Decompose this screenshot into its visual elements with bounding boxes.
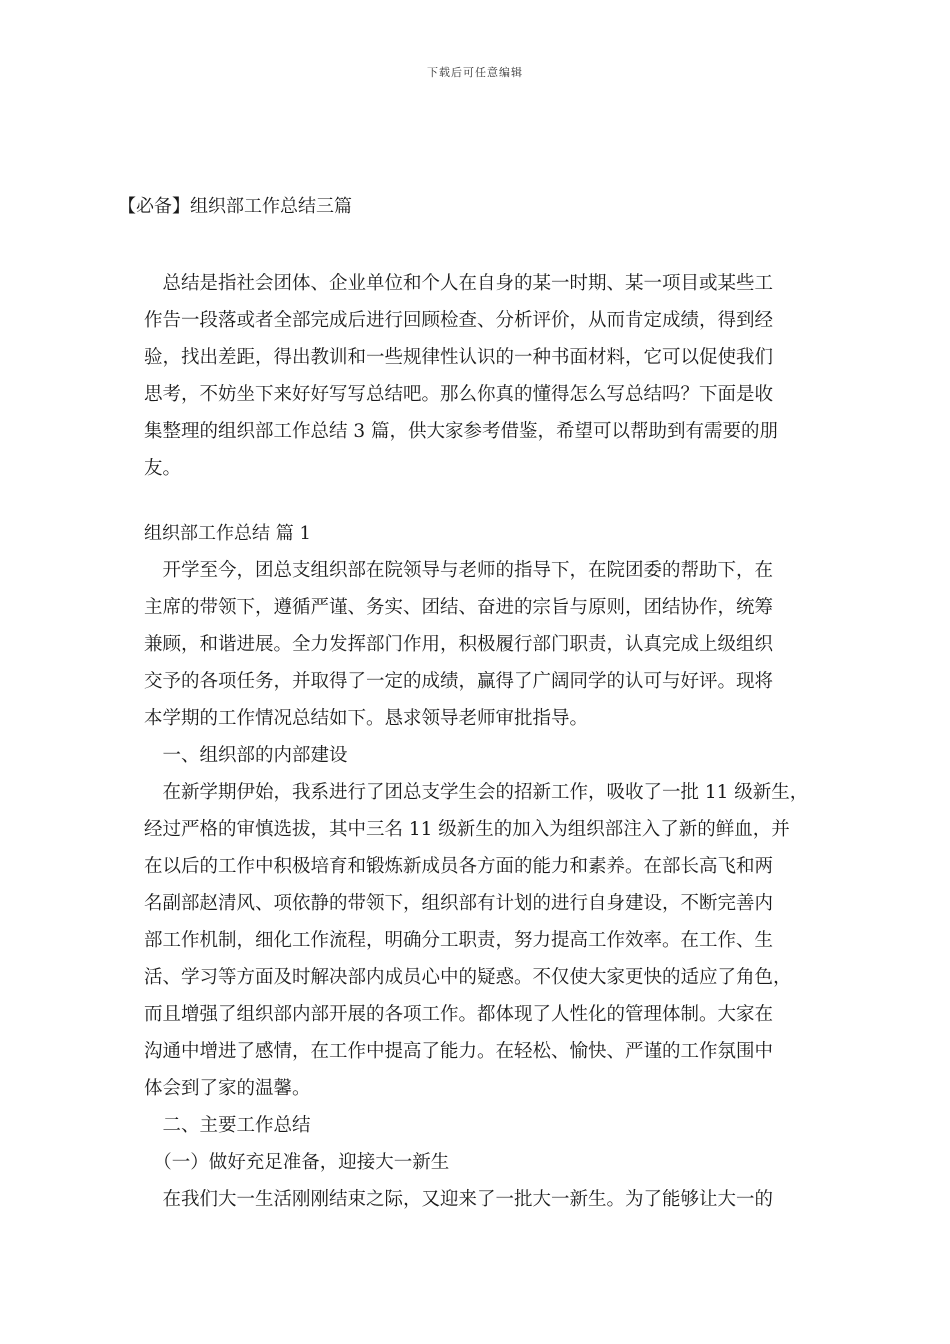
subheading: （一）做好充足准备，迎接大一新生 [144,1152,450,1173]
body-line: 兼顾，和谐进展。全力发挥部门作用，积极履行部门职责，认真完成上级组织 [144,634,774,655]
body-line: 本学期的工作情况总结如下。恳求领导老师审批指导。 [144,708,589,729]
body-line: 在以后的工作中积极培育和锻炼新成员各方面的能力和素养。在部长高飞和两 [144,856,774,877]
subheading: 一、组织部的内部建设 [144,745,348,766]
body-line: 部工作机制，细化工作流程，明确分工职责，努力提高工作效率。在工作、生 [144,930,774,951]
intro-line: 思考，不妨坐下来好好写写总结吧。那么你真的懂得怎么写总结吗？下面是收 [144,384,774,405]
body-line: 主席的带领下，遵循严谨、务实、团结、奋进的宗旨与原则，团结协作，统筹 [144,597,774,618]
body-line: 活、学习等方面及时解决部内成员心中的疑惑。不仅使大家更快的适应了角色， [144,967,792,988]
body-line: 开学至今，团总支组织部在院领导与老师的指导下，在院团委的帮助下，在 [144,560,774,581]
intro-line: 总结是指社会团体、企业单位和个人在自身的某一时期、某一项目或某些工 [144,273,774,294]
body-line: 沟通中增进了感情，在工作中提高了能力。在轻松、愉快、严谨的工作氛围中 [144,1041,774,1062]
body-line: 经过严格的审慎选拔，其中三名 11 级新生的加入为组织部注入了新的鲜血，并 [144,819,790,840]
body-line: 在我们大一生活刚刚结束之际，又迎来了一批大一新生。为了能够让大一的 [144,1189,774,1210]
section-article-1 [144,515,824,1218]
subheading: 二、主要工作总结 [144,1115,311,1136]
body-line: 名副部赵清风、项依静的带领下，组织部有计划的进行自身建设，不断完善内 [144,893,774,914]
article-heading: 组织部工作总结 篇 1 [144,523,311,544]
intro-line: 验，找出差距，得出教训和一些规律性认识的一种书面材料，它可以促使我们 [144,347,774,368]
header-note: 下载后可任意编辑 [427,66,523,79]
intro-line: 集整理的组织部工作总结 3 篇，供大家参考借鉴，希望可以帮助到有需要的朋 [144,421,779,442]
body-line: 在新学期伊始，我系进行了团总支学生会的招新工作，吸收了一批 11 级新生， [144,782,809,803]
body-line: 而且增强了组织部内部开展的各项工作。都体现了人性化的管理体制。大家在 [144,1004,774,1025]
body-line: 交予的各项任务，并取得了一定的成绩，赢得了广阔同学的认可与好评。现将 [144,671,774,692]
intro-line: 友。 [144,458,182,479]
document-title: 【必备】组织部工作总结三篇 [118,196,352,217]
intro-paragraph [144,265,824,487]
body-line: 体会到了家的温馨。 [144,1078,311,1099]
intro-line: 作告一段落或者全部完成后进行回顾检查、分析评价，从而肯定成绩，得到经 [144,310,774,331]
